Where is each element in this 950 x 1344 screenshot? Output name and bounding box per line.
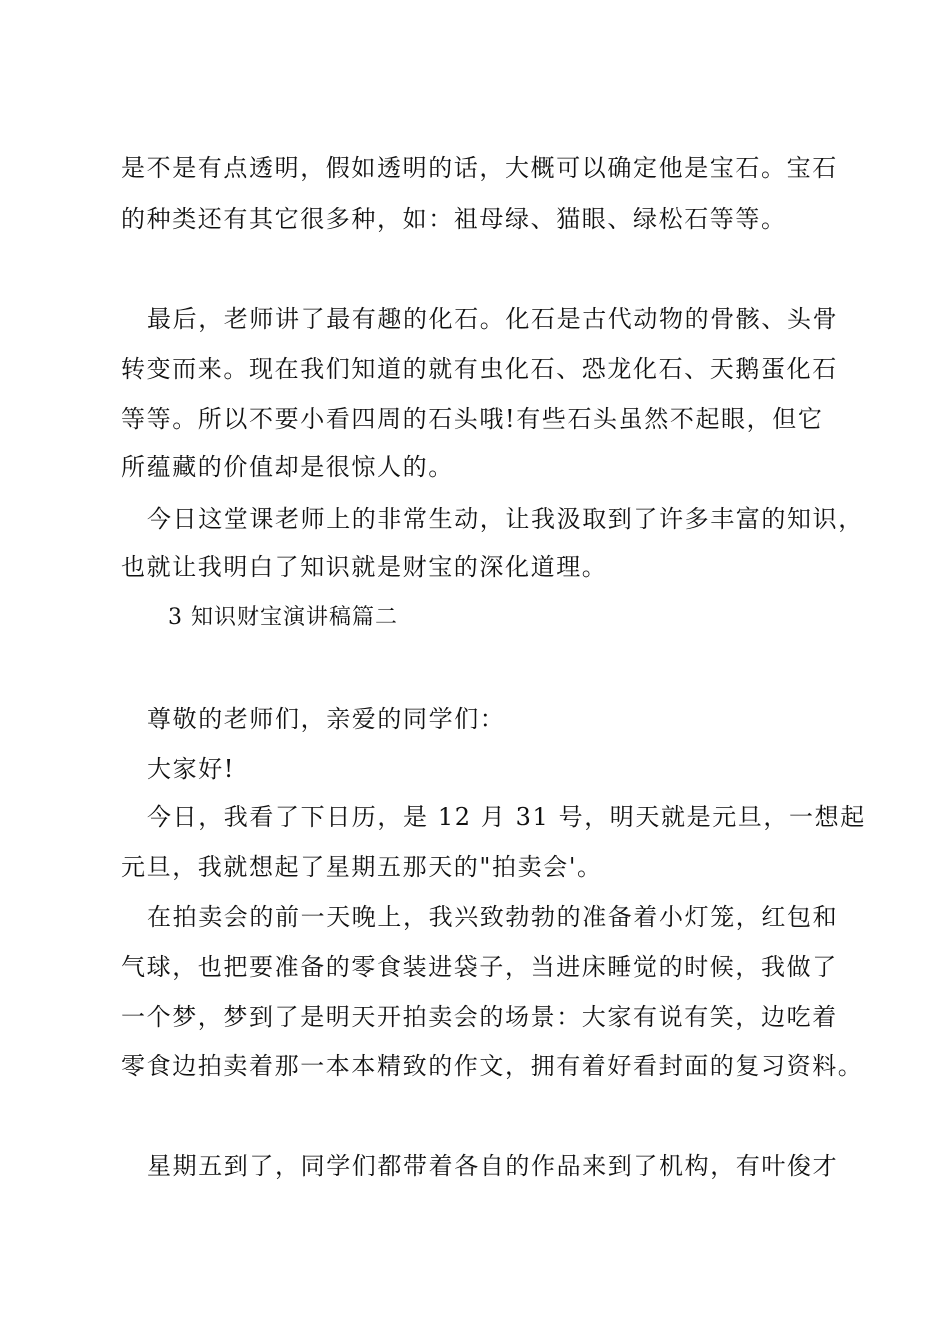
text-line: 一个梦，梦到了是明天开拍卖会的场景：大家有说有笑，边吃着: [121, 1003, 838, 1031]
text-line: 所蕴藏的价值却是很惊人的。: [121, 453, 454, 481]
text-line: 的种类还有其它很多种，如：祖母绿、猫眼、绿松石等等。: [121, 205, 787, 233]
paragraph-start-line: 最后，老师讲了最有趣的化石。化石是古代动物的骨骸、头骨: [147, 305, 839, 333]
text-line: 也就让我明白了知识就是财宝的深化道理。: [121, 553, 608, 581]
text-line: 等等。所以不要小看四周的石头哦!有些石头虽然不起眼，但它: [121, 405, 824, 433]
text-line: 零食边拍卖着那一本本精致的作文，拥有着好看封面的复习资料。: [121, 1052, 864, 1080]
text-line: 元旦，我就想起了星期五那天的"拍卖会'。: [121, 853, 603, 881]
text-line: 气球，也把要准备的零食装进袋子，当进床睡觉的时候，我做了: [121, 953, 838, 981]
section-heading: 3 知识财宝演讲稿篇二: [168, 605, 398, 630]
paragraph-start-line: 今日，我看了下日历，是 12 月 31 号，明天就是元旦，一想起: [147, 803, 866, 831]
salutation-line: 尊敬的老师们，亲爱的同学们：: [147, 705, 506, 733]
greeting-line: 大家好!: [147, 755, 236, 783]
paragraph-start-line: 星期五到了，同学们都带着各自的作品来到了机构，有叶俊才: [147, 1152, 839, 1180]
text-line: 转变而来。现在我们知道的就有虫化石、恐龙化石、天鹅蛋化石: [121, 355, 838, 383]
text-line: 是不是有点透明，假如透明的话，大概可以确定他是宝石。宝石: [121, 154, 838, 182]
paragraph-start-line: 在拍卖会的前一天晚上，我兴致勃勃的准备着小灯笼，红包和: [147, 903, 839, 931]
paragraph-start-line: 今日这堂课老师上的非常生动，让我汲取到了许多丰富的知识，: [147, 505, 864, 533]
